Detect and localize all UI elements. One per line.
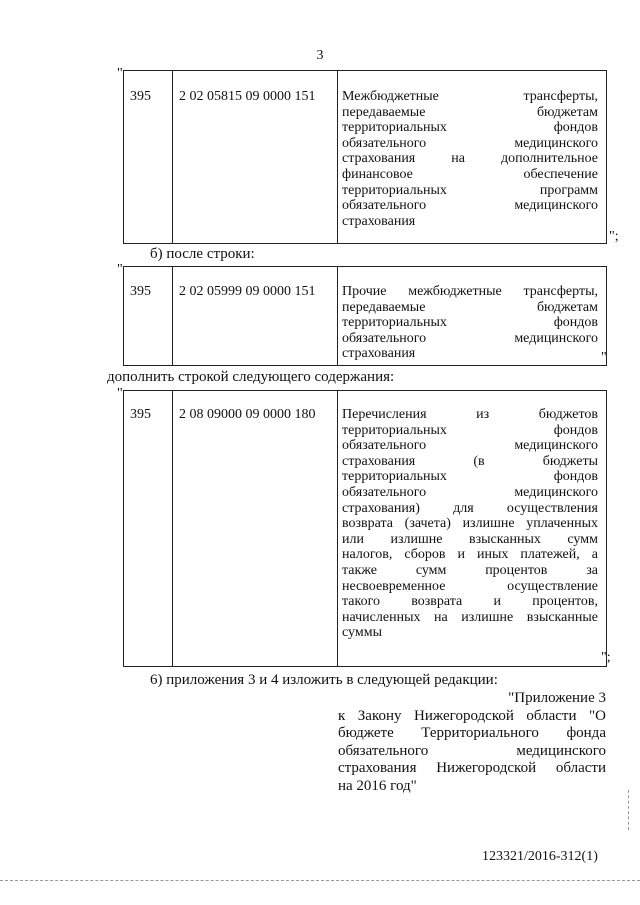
description-line: страхования Нижегородской области [338, 760, 606, 776]
description-line: страхования) для осуществления [342, 500, 598, 516]
table-row-2 [123, 266, 607, 366]
description-line: обязательного медицинского [342, 135, 598, 151]
document-number: 123321/2016-312(1) [482, 849, 598, 864]
description-line: к Закону Нижегородской области "О [338, 707, 606, 724]
description-line: территориальных программ [342, 182, 598, 198]
description-line: такого возврата и процентов, [342, 594, 598, 610]
after-row-label: б) после строки: [150, 246, 255, 262]
appendix-heading [338, 690, 606, 795]
description-line: Перечисления из бюджетов [342, 407, 598, 422]
budget-code: 2 02 05999 09 0000 151 [179, 284, 316, 299]
close-quote: "; [601, 650, 611, 665]
description [342, 89, 598, 229]
table-row-3 [123, 390, 607, 667]
description-line: обязательного медицинского [338, 742, 606, 759]
description-line: страхования [342, 346, 416, 362]
description-line: несвоевременное осуществление [342, 578, 598, 594]
description-line: обязательного медицинского [342, 330, 598, 346]
description-line: обязательного медицинского [342, 198, 598, 214]
description-line: возврата (зачета) излишне уплаченных [342, 516, 598, 532]
column-divider [172, 267, 173, 365]
description-line: передаваемые бюджетам [342, 104, 598, 120]
description-line: начисленных на излишне взысканные [342, 609, 598, 625]
scan-margin-mark [628, 790, 629, 830]
budget-code: 2 08 09000 09 0000 180 [179, 407, 316, 422]
admin-code: 395 [130, 284, 151, 299]
admin-code: 395 [130, 407, 151, 422]
description-line: бюджете Территориального фонда [338, 725, 606, 741]
column-divider [337, 267, 338, 365]
column-divider [172, 71, 173, 243]
description-line: также сумм процентов за [342, 562, 598, 578]
description-line: обязательного медицинского [342, 484, 598, 500]
description-line: финансовое обеспечение [342, 166, 598, 182]
description-line: территориальных фондов [342, 422, 598, 438]
description-line: страхования [342, 213, 416, 229]
description [342, 407, 598, 641]
appendix-subtitle [338, 708, 606, 796]
description-line: обязательного медицинского [342, 438, 598, 454]
description-line: страхования (в бюджеты [342, 453, 598, 469]
open-quote: " [117, 386, 123, 401]
description-line: территориальных фондов [342, 120, 598, 136]
table-row-1 [123, 70, 607, 244]
page-number: 3 [316, 48, 324, 63]
description-line: суммы [342, 625, 382, 641]
page-edge-dashed-line [0, 880, 640, 882]
appendices-instruction: 6) приложения 3 и 4 изложить в следующей редакции: [150, 672, 498, 688]
description-line: территориальных фондов [342, 469, 598, 485]
description-line: передаваемые бюджетам [342, 299, 598, 315]
column-divider [172, 391, 173, 666]
open-quote: " [117, 66, 123, 81]
description-line: Межбюджетные трансферты, [342, 89, 598, 104]
budget-code: 2 02 05815 09 0000 151 [179, 89, 316, 104]
description [342, 284, 598, 362]
description-line: Прочие межбюджетные трансферты, [342, 284, 598, 299]
column-divider [337, 391, 338, 666]
close-quote: "; [609, 229, 619, 244]
supplement-label: дополнить строкой следующего содержания: [107, 369, 395, 385]
description-line: налогов, сборов и иных платежей, а [342, 547, 598, 563]
column-divider [337, 71, 338, 243]
description-line: или излишне взысканных сумм [342, 531, 598, 547]
admin-code: 395 [130, 89, 151, 104]
description-line: территориальных фондов [342, 315, 598, 331]
description-line: страхования на дополнительное [342, 151, 598, 167]
open-quote: " [117, 262, 123, 277]
description-line: на 2016 год" [338, 777, 417, 794]
appendix-title: "Приложение 3 [508, 690, 606, 706]
close-quote: " [601, 350, 607, 365]
